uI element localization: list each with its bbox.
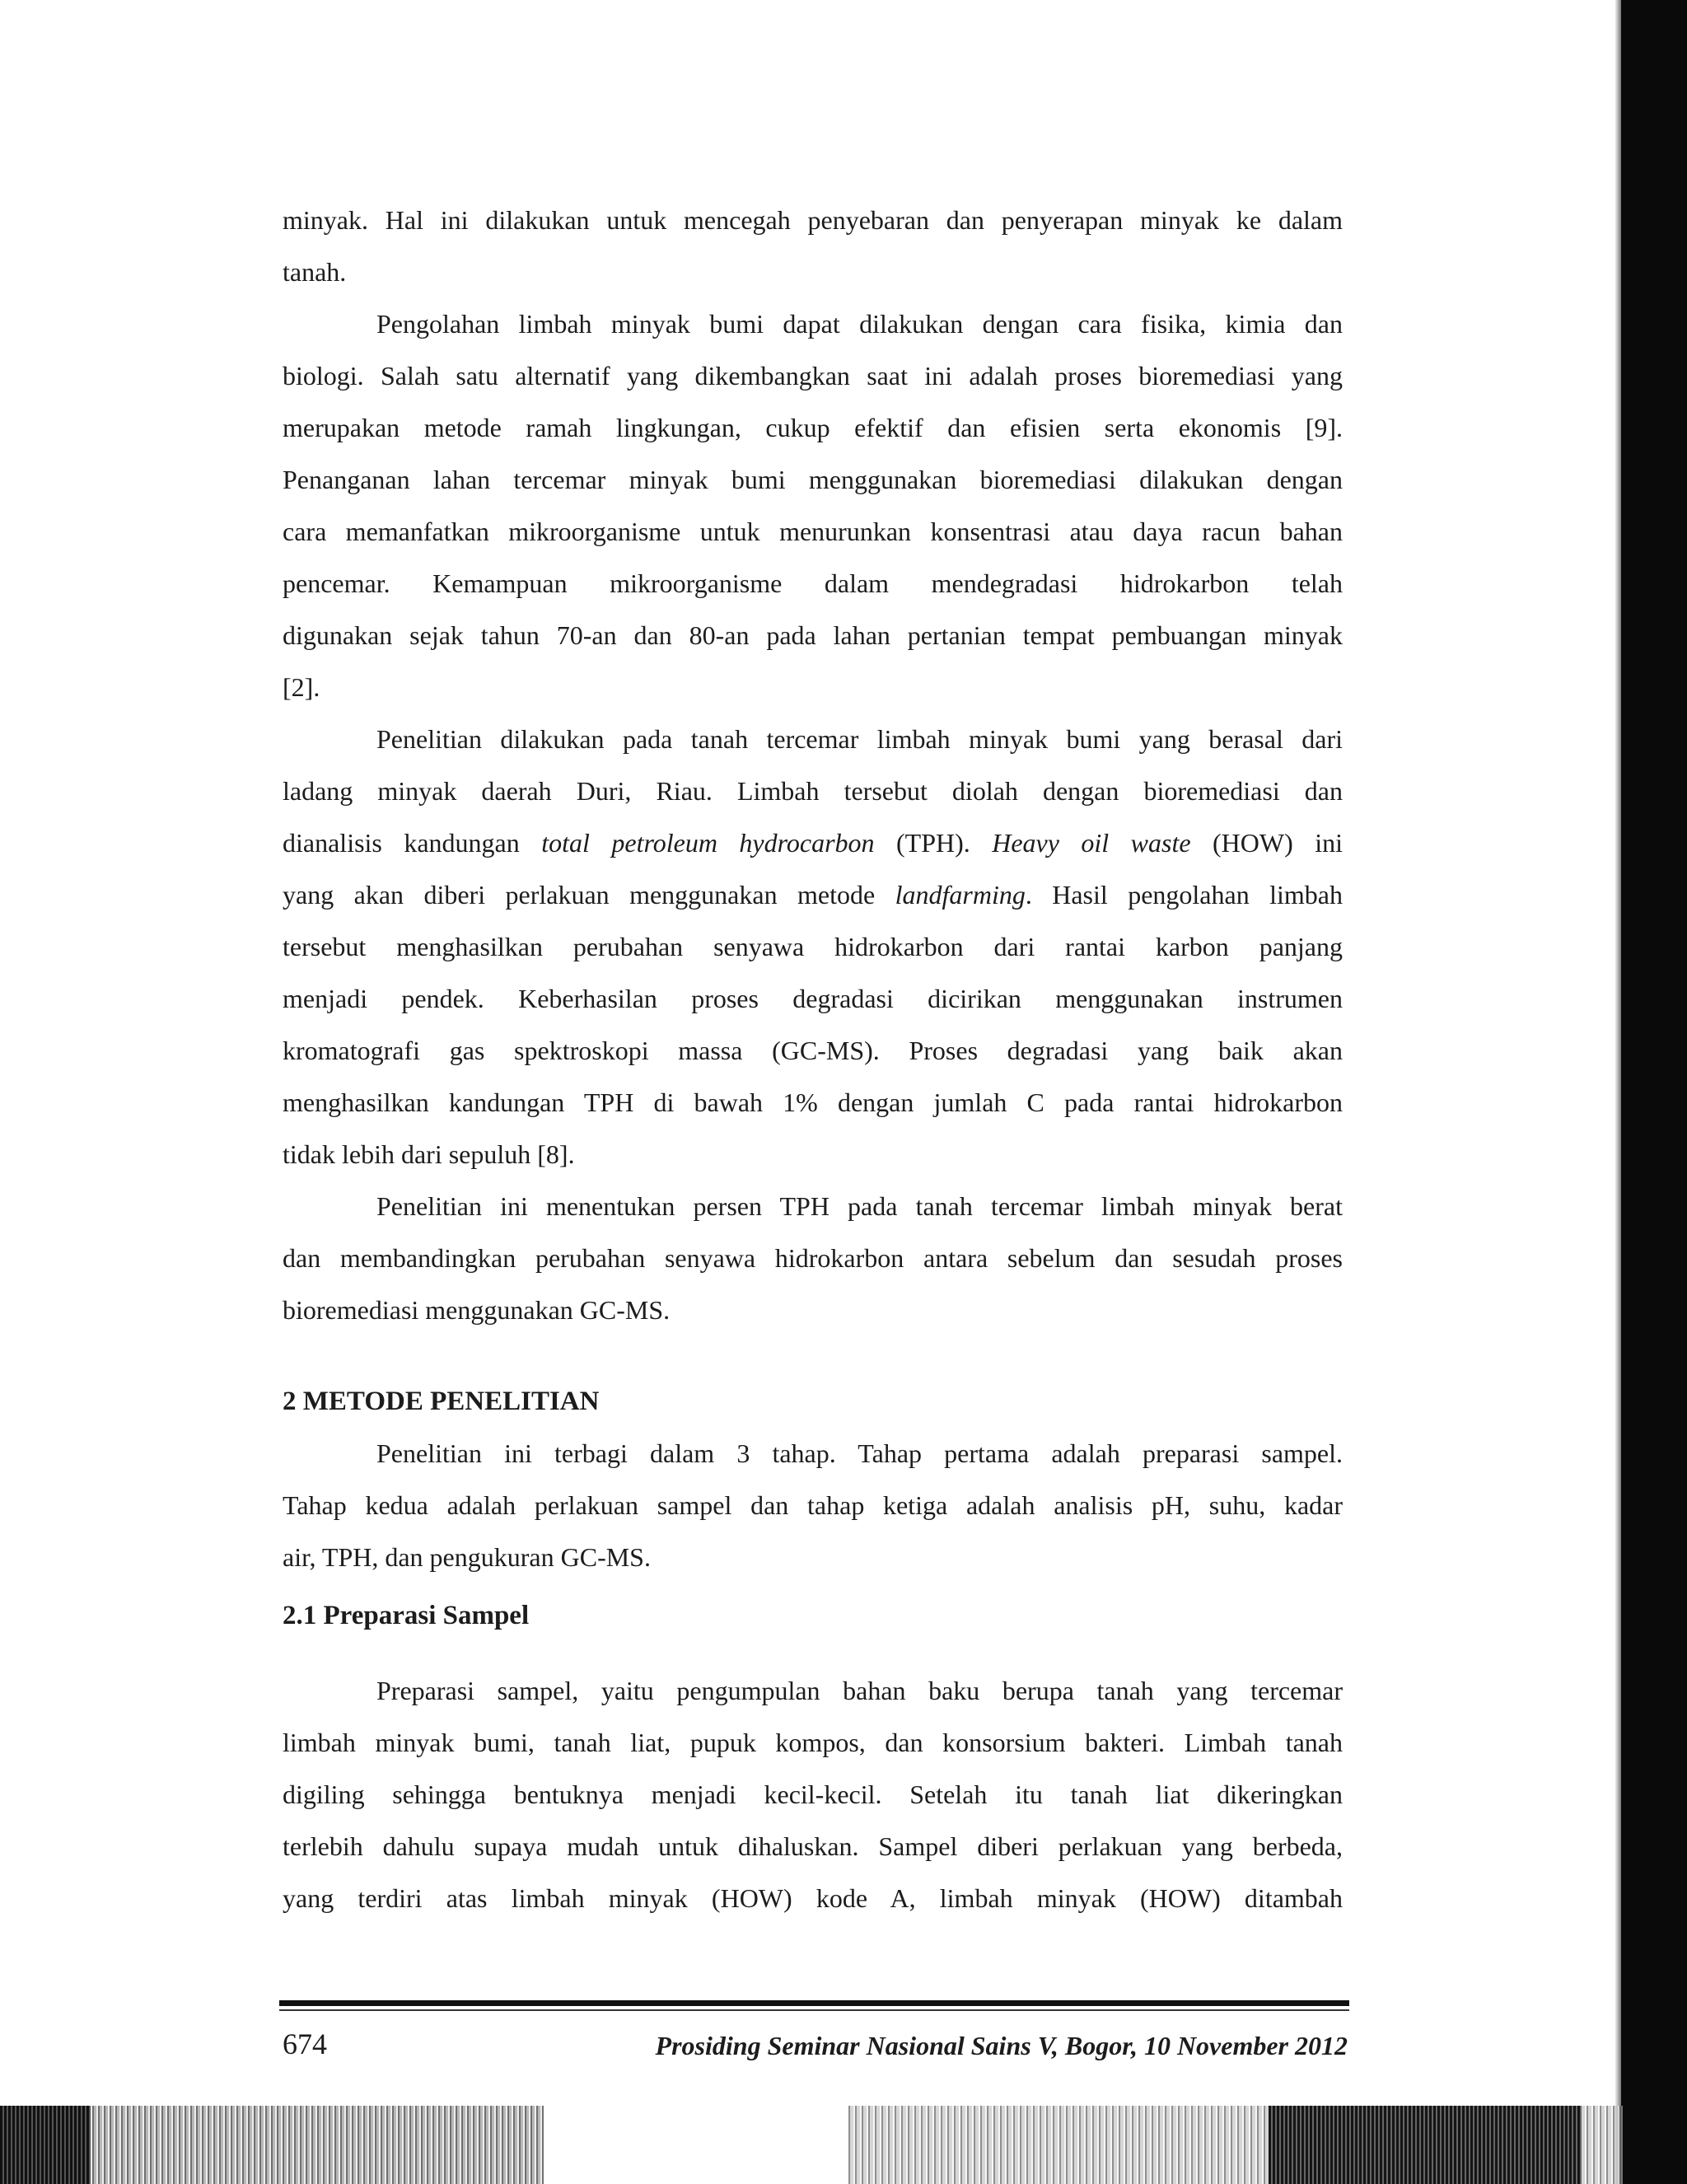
page-body [283, 194, 1343, 1924]
paragraph-line: bioremediasi menggunakan GC-MS. [283, 1295, 671, 1325]
paragraph-line: tidak lebih dari sepuluh [8]. [283, 1139, 575, 1169]
section-heading: 2 METODE PENELITIAN [283, 1387, 600, 1416]
paragraph-line: digunakan sejak tahun 70-an dan 80-an pada lahan pertanian tempat pembuangan minyak [283, 620, 1343, 650]
paragraph-line: Penelitian dilakukan pada tanah tercemar limbah minyak bumi yang berasal dari [376, 724, 1343, 754]
italic-term: total petroleum hydrocarbon [541, 828, 875, 858]
page-number: 674 [283, 2027, 327, 2060]
subsection-heading: 2.1 Preparasi Sampel [283, 1601, 530, 1630]
section-gap [283, 1583, 1343, 1590]
paragraph-line: menjadi pendek. Keberhasilan proses degradasi dicirikan menggunakan instrumen [283, 984, 1343, 1013]
paragraph-line: kromatografi gas spektroskopi massa (GC-MS). Proses degradasi yang baik akan [283, 1036, 1343, 1065]
paragraph-line: air, TPH, dan pengukuran GC-MS. [283, 1542, 651, 1572]
paragraph-line: digiling sehingga bentuknya menjadi kecil-kecil. Setelah itu tanah liat dikeringkan [283, 1779, 1343, 1809]
text-run: dianalisis kandungan [283, 828, 542, 858]
paragraph-line: Pengolahan limbah minyak bumi dapat dilakukan dengan cara fisika, kimia dan [376, 309, 1343, 339]
paragraph-line: limbah minyak bumi, tanah liat, pupuk kompos, dan konsorsium bakteri. Limbah tanah [283, 1728, 1343, 1757]
scan-noise [0, 2106, 91, 2184]
paragraph-line: pencemar. Kemampuan mikroorganisme dalam mendegradasi hidrokarbon telah [283, 568, 1343, 598]
italic-term: Heavy oil waste [992, 828, 1191, 858]
paragraph-line: terlebih dahulu supaya mudah untuk dihaluskan. Sampel diberi perlakuan yang berbeda, [283, 1831, 1343, 1861]
paragraph-line: yang terdiri atas limbah minyak (HOW) kode A, limbah minyak (HOW) ditambah [283, 1883, 1343, 1913]
scan-edge-right [1621, 0, 1687, 2184]
paragraph-line-with-italics [283, 869, 1343, 921]
paragraph-line: tanah. [283, 257, 347, 287]
running-footer: Prosiding Seminar Nasional Sains V, Bogor, 10 November 2012 [655, 2031, 1348, 2060]
paragraph-line: [2]. [283, 672, 320, 702]
paragraph-line: cara memanfatkan mikroorganisme untuk menurunkan konsentrasi atau daya racun bahan [283, 517, 1343, 546]
paragraph-line: Tahap kedua adalah perlakuan sampel dan tahap ketiga adalah analisis pH, suhu, kadar [283, 1490, 1343, 1520]
paragraph-line-with-italics [283, 817, 1343, 869]
section-gap [283, 1336, 1343, 1376]
paragraph-line: minyak. Hal ini dilakukan untuk mencegah penyebaran dan penyerapan minyak ke dalam [283, 205, 1343, 235]
footer-rule [279, 2000, 1349, 2006]
footer-rule [279, 2009, 1349, 2011]
paragraph-line: menghasilkan kandungan TPH di bawah 1% dengan jumlah C pada rantai hidrokarbon [283, 1087, 1343, 1117]
paragraph-line: tersebut menghasilkan perubahan senyawa hidrokarbon dari rantai karbon panjang [283, 932, 1343, 961]
scan-noise [1269, 2106, 1582, 2184]
paragraph-line: biologi. Salah satu alternatif yang dikembangkan saat ini adalah proses bioremediasi yang [283, 361, 1343, 391]
text-run: (HOW) ini [1190, 828, 1343, 858]
paragraph-line: Preparasi sampel, yaitu pengumpulan bahan baku berupa tanah yang tercemar [376, 1676, 1343, 1705]
scan-edge-shadow [1615, 0, 1621, 2184]
text-run: yang akan diberi perlakuan menggunakan metode [283, 880, 895, 910]
paragraph-line: Penelitian ini terbagi dalam 3 tahap. Tahap pertama adalah preparasi sampel. [376, 1438, 1343, 1468]
text-run: . Hasil pengolahan limbah [1025, 880, 1344, 910]
italic-term: landfarming [895, 880, 1026, 910]
paragraph-line: ladang minyak daerah Duri, Riau. Limbah tersebut diolah dengan bioremediasi dan [283, 776, 1343, 806]
paragraph-line: Penelitian ini menentukan persen TPH pada tanah tercemar limbah minyak berat [376, 1191, 1343, 1221]
paragraph-line: merupakan metode ramah lingkungan, cukup efektif dan efisien serta ekonomis [9]. [283, 413, 1343, 442]
text-run: (TPH). [874, 828, 993, 858]
paragraph-line: dan membandingkan perubahan senyawa hidrokarbon antara sebelum dan sesudah proses [283, 1243, 1343, 1273]
section-gap [283, 1642, 1343, 1665]
paragraph-line: Penanganan lahan tercemar minyak bumi menggunakan bioremediasi dilakukan dengan [283, 465, 1343, 494]
